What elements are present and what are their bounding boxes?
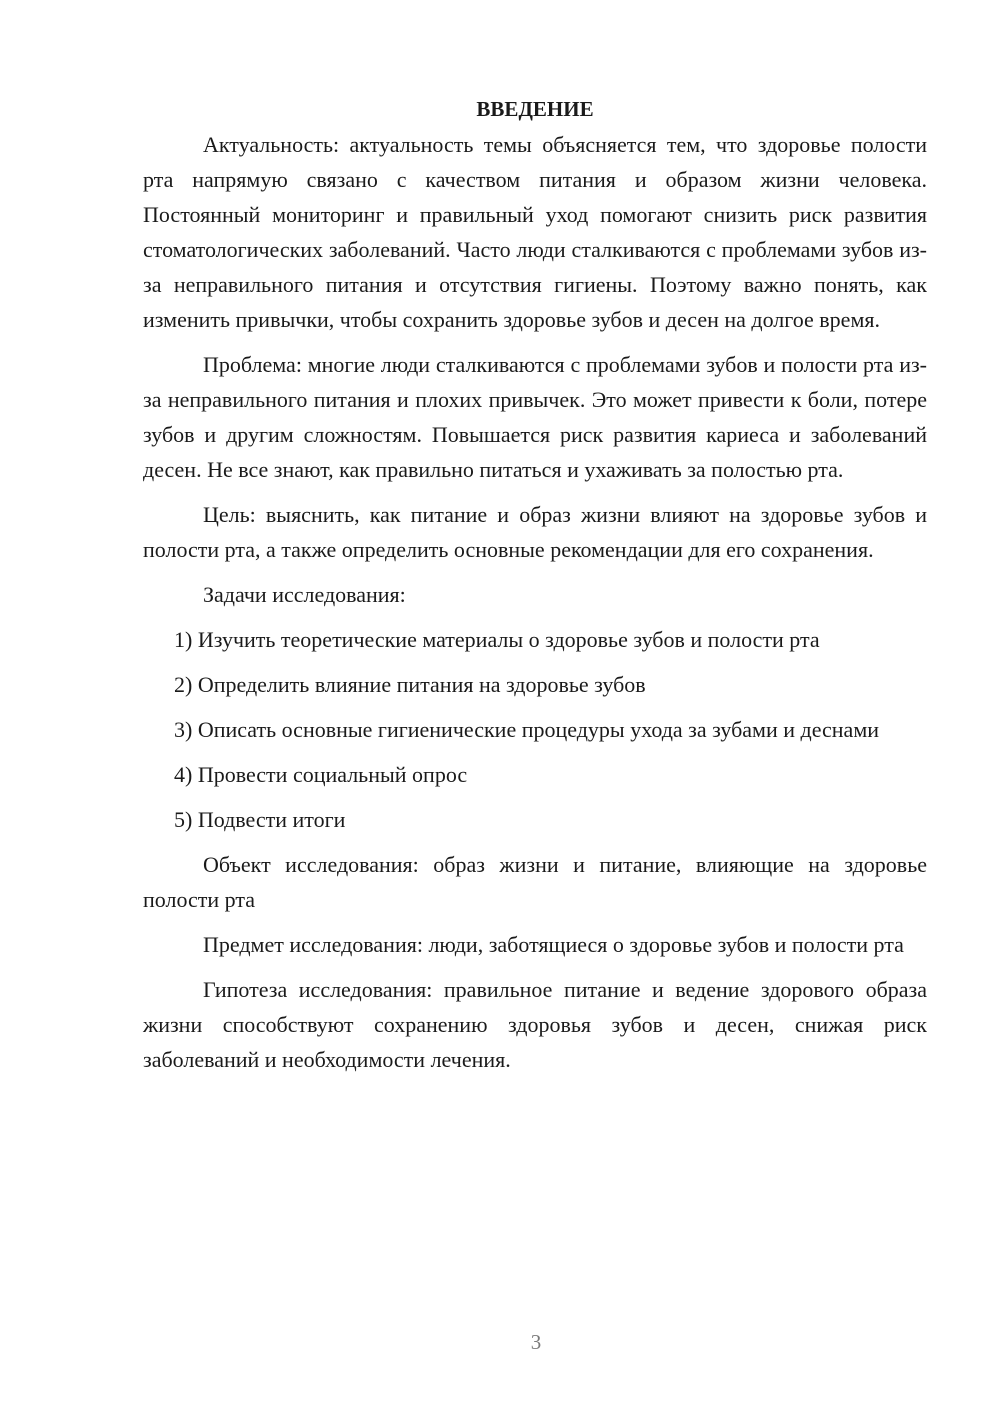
task-item-2: 2) Определить влияние питания на здоровье зубов [174, 672, 646, 697]
problem-paragraph: Проблема: многие люди сталкиваются с проблемами зубов и полости рта из-за неправильного питания и плохих привычек. Это может привести к боли, потере зубов и другим сложностям. Повышается риск развития кариеса и заболеваний десен. Не все знают, как правильно питаться и ухаживать за полостью рта. [143, 352, 927, 482]
tasks-heading: Задачи исследования: [203, 582, 406, 607]
page-number: 3 [530, 1330, 542, 1354]
task-item-4: 4) Провести социальный опрос [174, 762, 468, 787]
hypothesis-paragraph: Гипотеза исследования: правильное питание и ведение здорового образа жизни способствуют сохранению здоровья зубов и десен, снижая риск заболеваний и необходимости лечения. [143, 977, 927, 1072]
task-item-1: 1) Изучить теоретические материалы о здоровье зубов и полости рта [174, 627, 820, 652]
section-title: ВВЕДЕНИЕ [476, 97, 594, 121]
goal-paragraph: Цель: выяснить, как питание и образ жизни влияют на здоровье зубов и полости рта, а также определить основные рекомендации для его сохранения. [143, 502, 927, 562]
task-item-5: 5) Подвести итоги [174, 807, 346, 832]
relevance-paragraph: Актуальность: актуальность темы объясняется тем, что здоровье полости рта напрямую связано с качеством питания и образом жизни человека. Постоянный мониторинг и правильный уход помогают снизить риск развития стоматологических заболеваний. Часто люди сталкиваются с проблемами зубов из-за неправильного питания и отсутствия гигиены. Поэтому важно понять, как изменить привычки, чтобы сохранить здоровье зубов и десен на долгое время. [143, 132, 927, 332]
subject-paragraph: Предмет исследования: люди, заботящиеся о здоровье зубов и полости рта [203, 932, 904, 957]
document-page [143, 92, 927, 1087]
task-item-3: 3) Описать основные гигиенические процедуры ухода за зубами и деснами [174, 717, 880, 742]
object-paragraph: Объект исследования: образ жизни и питание, влияющие на здоровье полости рта [143, 852, 927, 912]
